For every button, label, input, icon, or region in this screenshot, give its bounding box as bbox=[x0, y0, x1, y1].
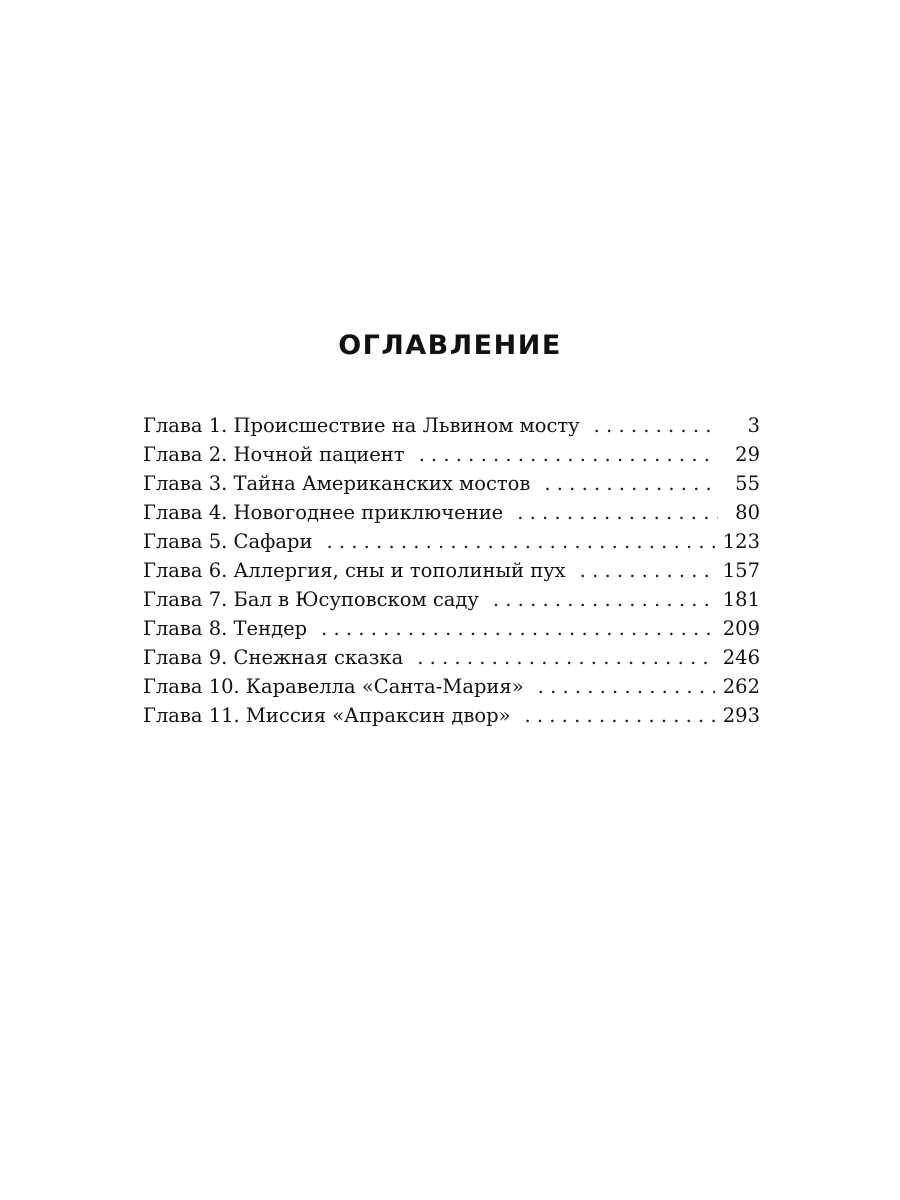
toc-dot-leader bbox=[321, 614, 715, 643]
toc-chapter-title: Глава 5. Сафари bbox=[143, 530, 313, 553]
toc-dot-leader bbox=[544, 469, 718, 498]
toc-entry bbox=[143, 411, 760, 440]
toc-entry bbox=[143, 643, 760, 672]
toc-dot-leader bbox=[419, 440, 718, 469]
toc-chapter-title: Глава 7. Бал в Юсуповском саду bbox=[143, 588, 479, 611]
toc-page-number: 262 bbox=[722, 675, 760, 698]
toc-entry bbox=[143, 585, 760, 614]
toc-dot-leader bbox=[580, 556, 715, 585]
toc-entry bbox=[143, 440, 760, 469]
toc-title: ОГЛАВЛЕНИЕ bbox=[338, 330, 562, 361]
toc-dot-leader bbox=[493, 585, 715, 614]
toc-chapter-title: Глава 2. Ночной пациент bbox=[143, 443, 405, 466]
toc-page-number: 157 bbox=[722, 559, 760, 582]
toc-entry bbox=[143, 527, 760, 556]
toc-dot-leader bbox=[524, 701, 714, 730]
toc-chapter-title: Глава 9. Снежная сказка bbox=[143, 646, 404, 669]
toc-chapter-title: Глава 10. Каравелла «Санта-Мария» bbox=[143, 675, 524, 698]
toc-dot-leader bbox=[517, 498, 718, 527]
toc-chapter-title: Глава 11. Миссия «Апраксин двор» bbox=[143, 704, 511, 727]
toc-chapter-title: Глава 3. Тайна Американских мостов bbox=[143, 472, 531, 495]
toc-page-number: 209 bbox=[722, 617, 760, 640]
toc-page-number: 55 bbox=[735, 472, 760, 495]
toc-entry bbox=[143, 498, 760, 527]
toc-chapter-title: Глава 8. Тендер bbox=[143, 617, 308, 640]
toc-entry bbox=[143, 701, 760, 730]
toc-dot-leader bbox=[538, 672, 715, 701]
toc-page-number: 29 bbox=[735, 443, 760, 466]
toc-page-number: 181 bbox=[722, 588, 760, 611]
toc-page-number: 293 bbox=[722, 704, 760, 727]
toc-page-number: 3 bbox=[747, 414, 760, 437]
toc-entry bbox=[143, 614, 760, 643]
toc-entry bbox=[143, 672, 760, 701]
toc-page-number: 246 bbox=[722, 646, 760, 669]
toc-dot-leader bbox=[326, 527, 714, 556]
toc-entry bbox=[143, 556, 760, 585]
toc-dot-leader bbox=[594, 411, 718, 440]
toc-page-number: 80 bbox=[735, 501, 760, 524]
toc-chapter-title: Глава 4. Новогоднее приключение bbox=[143, 501, 504, 524]
toc-entry bbox=[143, 469, 760, 498]
toc-page-number: 123 bbox=[722, 530, 760, 553]
toc-list bbox=[143, 411, 760, 730]
toc-dot-leader bbox=[417, 643, 715, 672]
toc-chapter-title: Глава 1. Происшествие на Львином мосту bbox=[143, 414, 580, 437]
toc-chapter-title: Глава 6. Аллергия, сны и тополиный пух bbox=[143, 559, 566, 582]
